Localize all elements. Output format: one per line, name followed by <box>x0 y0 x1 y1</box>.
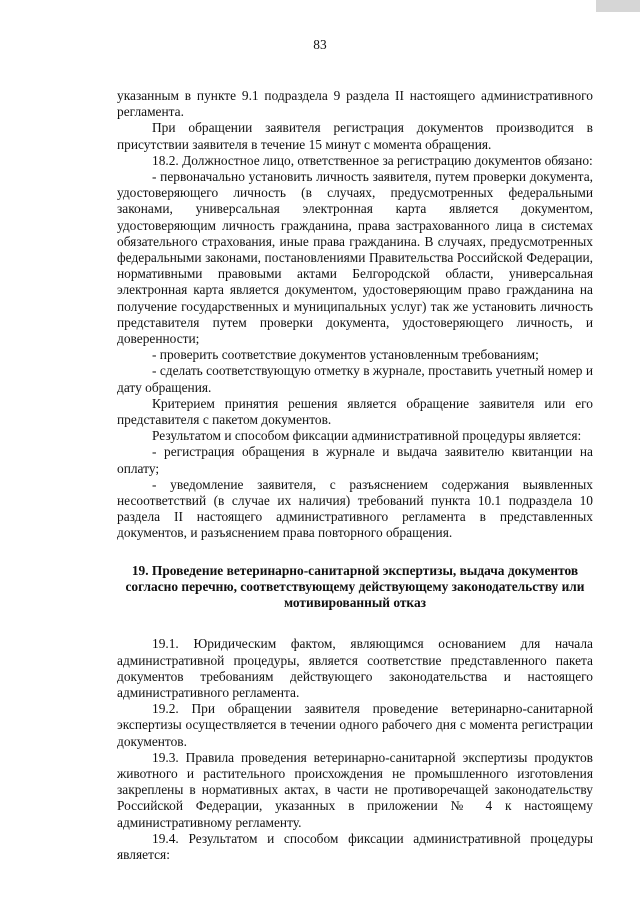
list-item-identify-applicant: - первоначально установить личность заявителя, путем проверки документа, удостоверяющего личность (в случаях, предусмотренных федеральными законами, универсальная электронная карта является документом, удостоверяющим личность гражданина, права застрахованного лица в системах обязательного страхования, иные права гражданина. В случаях, предусмотренных федеральными законами, постановлениями Правительства Российской Федерации, нормативными правовыми актами Белгородской области, универсальная электронная карта является документом, удостоверяющим право гражданина на получение государственных и муниципальных услуг) так же установить личность представителя путем проверки документа, удостоверяющего личность, и доверенности; <box>117 169 593 347</box>
paragraph-decision-criterion: Критерием принятия решения является обращение заявителя или его представителя с пакетом документов. <box>117 395 593 428</box>
paragraph-result-intro: Результатом и способом фиксации административной процедуры является: <box>152 428 582 444</box>
list-item-notification: - уведомление заявителя, с разъяснением содержания выявленных несоответствий (в случае их наличия) требований пункта 10.1 подраздела 10 раздела II настоящего административного регламента в представленных документов, и разъяснением права повторного обращения. <box>117 476 593 541</box>
paragraph-18-2: 18.2. Должностное лицо, ответственное за регистрацию документов обязано: <box>152 152 593 168</box>
paragraph-registration-time: При обращении заявителя регистрация документов производится в присутствии заявителя в течение 15 минут с момента обращения. <box>117 120 593 152</box>
paragraph-19-4: 19.4. Результатом и способом фиксации административной процедуры является: <box>117 830 593 862</box>
section-heading-19: 19. Проведение ветеринарно-санитарной экспертизы, выдача документов согласно перечню, соответствующему действующему законодательству или мотивированный отказ <box>125 562 585 611</box>
paragraph-19-3: 19.3. Правила проведения ветеринарно-санитарной экспертизы продуктов животного и растительного происхождения не промышленного изготовления закреплены в нормативных актах, в части не противоречащей законодательству Российской Федерации, указанных в приложении № 4 к настоящему административному регламенту. <box>117 749 593 830</box>
list-item-journal-mark: - сделать соответствующую отметку в журнале, проставить учетный номер и дату обращения. <box>117 363 593 395</box>
paragraph-continuation: указанным в пункте 9.1 подраздела 9 раздела II настоящего административного регламента. <box>117 88 594 120</box>
page-body <box>117 88 593 863</box>
list-item-registration-receipt: - регистрация обращения в журнале и выдача заявителю квитанции на оплату; <box>117 444 593 476</box>
page-number: 83 <box>313 37 327 52</box>
scan-edge-mark <box>596 0 640 12</box>
paragraph-19-1: 19.1. Юридическим фактом, являющимся основанием для начала административной процедуры, является соответствие представленного пакета документов требованиям действующего законодательства и настоящего административного регламента. <box>117 636 593 700</box>
list-item-check-documents: - проверить соответствие документов установленным требованиям; <box>152 347 539 363</box>
paragraph-19-2: 19.2. При обращении заявителя проведение ветеринарно-санитарной экспертизы осуществляется в течении одного рабочего дня с момента регистрации документов. <box>117 701 593 749</box>
